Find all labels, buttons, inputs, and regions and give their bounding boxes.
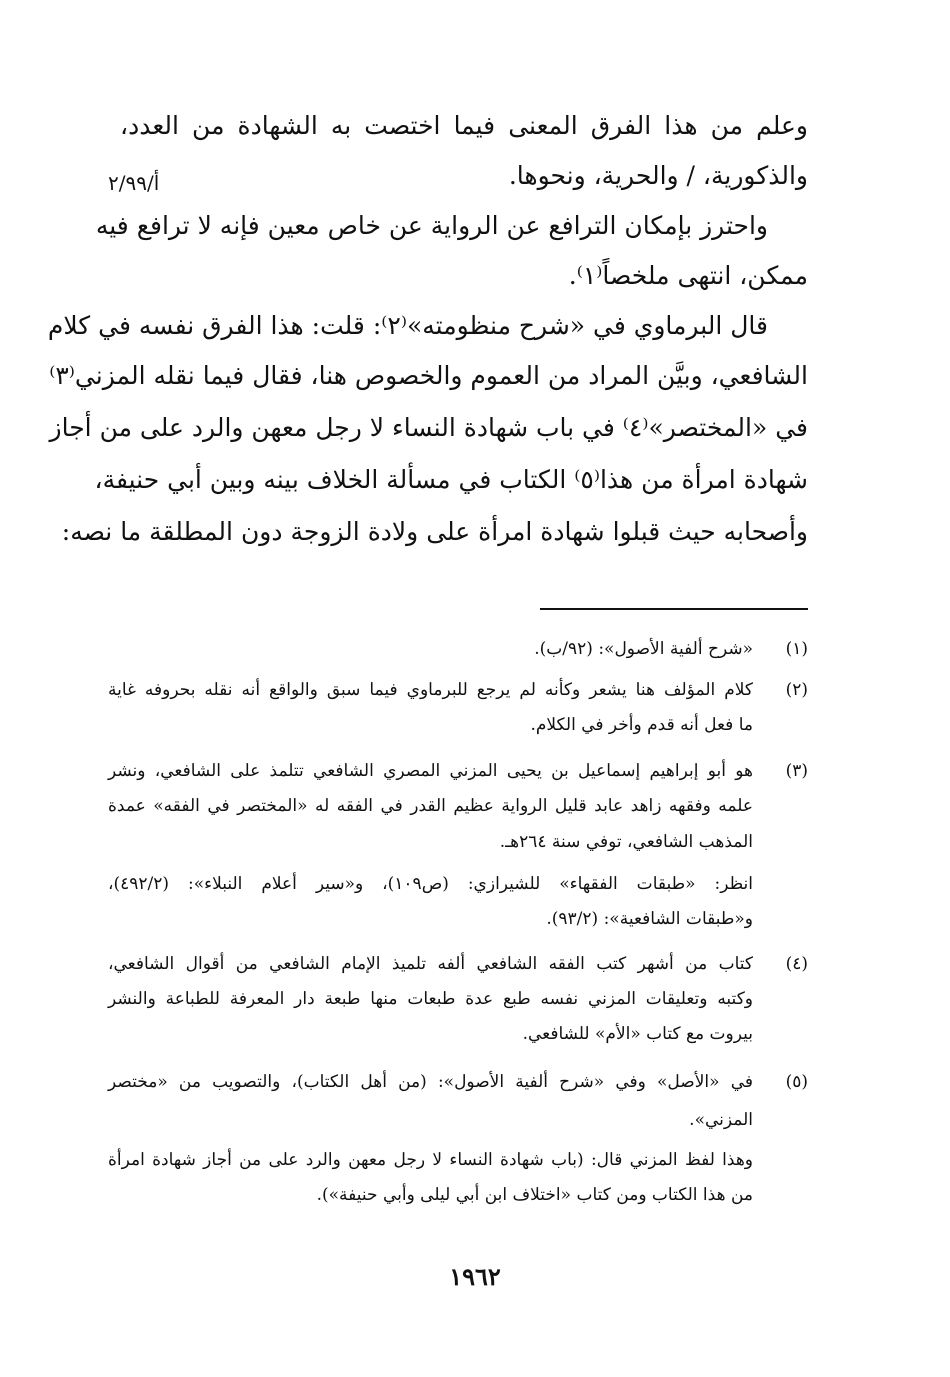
footnote-line: المزني». (689, 1110, 753, 1130)
footnote-line: بيروت مع كتاب «الأم» للشافعي. (522, 1024, 753, 1044)
footnote-number: (٢) (785, 680, 808, 700)
footnote-line: «شرح ألفية الأصول»: (٩٢/ب). (534, 639, 753, 659)
margin-folio-reference: أ/٢/٩٩ (108, 171, 160, 195)
footnote-number: (٤) (785, 954, 808, 974)
footnote-line: هو أبو إبراهيم إسماعيل بن يحيى المزني المصري الشافعي تتلمذ على الشافعي، ونشر (108, 761, 753, 781)
footnote-line: و«طبقات الشافعية»: (٩٣/٢). (546, 909, 753, 929)
footnote-line: وكتبه وتعليقات المزني نفسه طبع عدة طبعات منها طبعة دار المعرفة للطباعة والنشر (108, 989, 753, 1009)
body-line: ممكن، انتهى ملخصاً⁽١⁾. (568, 261, 808, 290)
footnote-line: كتاب من أشهر كتب الفقه الشافعي ألفه تلميذ الإمام الشافعي من أقوال الشافعي، (108, 954, 753, 974)
footnote-line: في «الأصل» وفي «شرح ألفية الأصول»: (من أهل الكتاب)، والتصويب من «مختصر (108, 1072, 753, 1092)
page-number: ١٩٦٢ (449, 1262, 501, 1291)
footnote-line: وهذا لفظ المزني قال: (باب شهادة النساء لا رجل معهن والرد على من أجاز شهادة امرأة (108, 1150, 753, 1170)
body-line: في «المختصر»⁽٤⁾ في باب شهادة النساء لا رجل معهن والرد على من أجاز (49, 413, 808, 442)
body-line: قال البرماوي في «شرح منظومته»⁽٢⁾: قلت: هذا الفرق نفسه في كلام (47, 311, 768, 340)
footnote-line: انظر: «طبقات الفقهاء» للشيرازي: (ص١٠٩)، و«سير أعلام النبلاء»: (٤٩٢/٢)، (108, 874, 753, 894)
body-line: وأصحابه حيث قبلوا شهادة امرأة على ولادة الزوجة دون المطلقة ما نصه: (61, 517, 808, 546)
footnote-line: ما فعل أنه قدم وأخر في الكلام. (530, 715, 753, 735)
footnote-number: (١) (785, 639, 808, 659)
footnote-line: المذهب الشافعي، توفي سنة ٢٦٤هـ. (499, 832, 753, 852)
body-line: شهادة امرأة من هذا⁽٥⁾ الكتاب في مسألة الخلاف بينه وبين أبي حنيفة، (94, 465, 808, 494)
footnote-separator (540, 608, 808, 610)
footnote-number: (٥) (785, 1072, 808, 1092)
footnote-number: (٣) (785, 761, 808, 781)
footnote-line: علمه وفقهه زاهد عابد قليل الرواية عظيم القدر في الفقه له «المختصر في الفقه» عمدة (108, 796, 753, 816)
body-line: وعلم من هذا الفرق المعنى فيما اختصت به الشهادة من العدد، (120, 111, 808, 140)
body-line: واحترز بإمكان الترافع عن الرواية عن خاص معين فإنه لا ترافع فيه (95, 211, 768, 240)
footnote-line: كلام المؤلف هنا يشعر وكأنه لم يرجع للبرماوي فيما سبق والواقع أنه نقله بحروفه غاية (108, 680, 753, 700)
footnote-line: من هذا الكتاب ومن كتاب «اختلاف ابن أبي ليلى وأبي حنيفة»). (316, 1185, 753, 1205)
body-line: والذكورية، / والحرية، ونحوها. (508, 161, 808, 190)
body-line: الشافعي، وبيَّن المراد من العموم والخصوص هنا، فقال فيما نقله المزني⁽٣⁾ (49, 361, 808, 390)
